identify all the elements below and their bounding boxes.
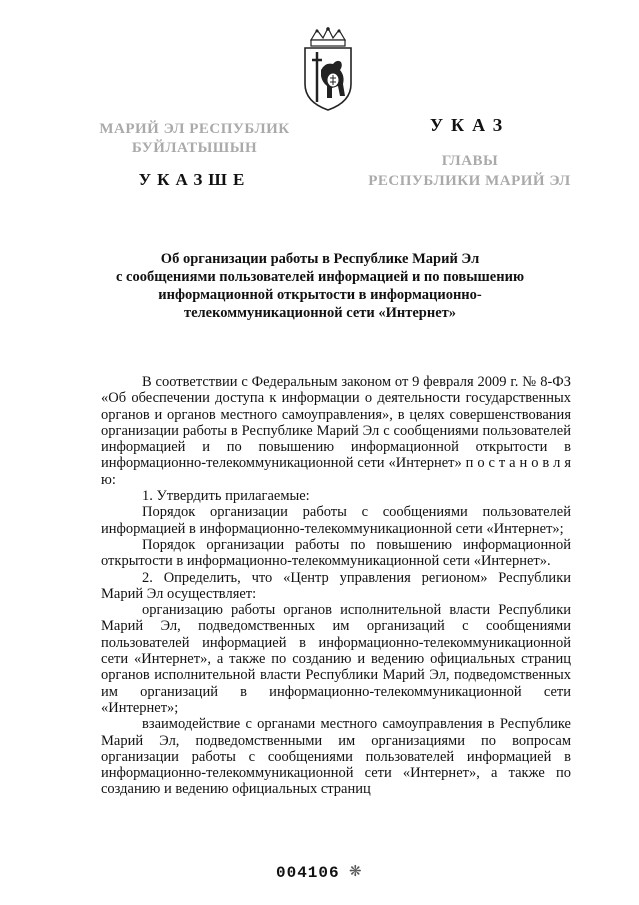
paragraph: В соответствии с Федеральным законом от 9 февраля 2009 г. № 8-ФЗ «Об обеспечении доступа к информации о деятельности государственных органов и органов местного самоуправления», в целях совершенствования организации работы в Республике Марий Эл с сообщениями пользователей информацией и по повышению информационной открытости в информационно-телекоммуникационной сети «Интернет» п о с т а н о в л я ю: [101,374,571,488]
header-right-line3: РЕСПУБЛИКИ МАРИЙ ЭЛ [368,173,571,189]
title-line: информационной открытости в информационно- [158,287,482,303]
paragraph: Порядок организации работы с сообщениями пользователей информацией в информационно-телекоммуникационной сети «Интернет»; [101,504,571,537]
paragraph: взаимодействие с органами местного самоуправления в Республике Марий Эл, подведомственными им организациями по вопросам организации работы с сообщениями пользователей информацией в информационно-телекоммуникационной сети «Интернет», а также по созданию и ведению официальных страниц [101,716,571,798]
paragraph: Порядок организации работы по повышению информационной открытости в информационно-телекоммуникационной сети «Интернет». [101,536,571,570]
document-body [101,374,571,798]
serial-number: 004106 [276,864,340,882]
paragraph: 2. Определить, что «Центр управления регионом» Республики Марий Эл осуществляет: [101,569,571,602]
title-line: Об организации работы в Республике Марий Эл [160,251,480,267]
header-left-line1: МАРИЙ ЭЛ РЕСПУБЛИК [99,121,290,137]
paragraph: организацию работы органов исполнительной власти Республики Марий Эл, подведомственных им организаций с сообщениями пользователей информацией в информационно-телекоммуникационной сети «Интернет», а также по созданию и ведению официальных страниц органов исполнительной власти Республики Марий Эл, подведомственных им организаций в информационно-телекоммуникационной сети «Интернет»; [101,602,571,716]
title-line: телекоммуникационной сети «Интернет» [183,305,457,321]
asterisk-mark-icon: ❋ [349,864,362,880]
paragraph: 1. Утвердить прилагаемые: [142,488,310,505]
document-title [100,250,540,322]
header-left-line2: БУЙЛАТЫШЫН [131,140,258,156]
header-left-line3: УКАЗШЕ [138,170,251,189]
header-right-line2: ГЛАВЫ [441,153,499,169]
title-line: с сообщениями пользователей информацией и по повышению [115,269,525,285]
mari-el-coat-of-arms-icon [297,26,359,112]
header-right-line1: УКАЗ [429,115,511,135]
